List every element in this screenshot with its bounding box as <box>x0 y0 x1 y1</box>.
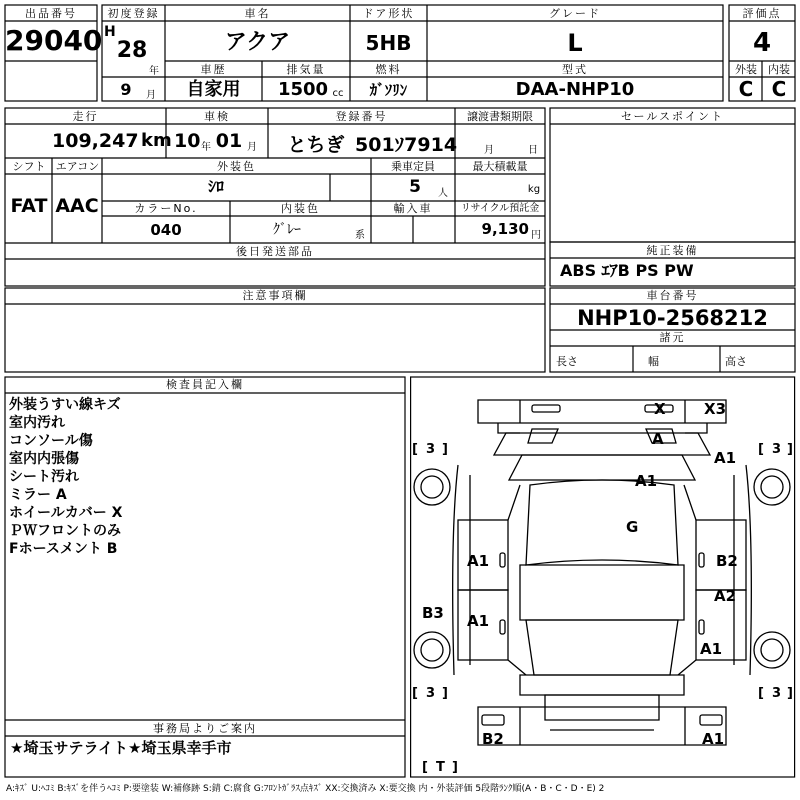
mileage: 109,247 <box>52 130 139 152</box>
tire-front-left: 3 <box>426 442 436 457</box>
mark-right-front-door: B2 <box>716 552 738 570</box>
mark-front-bumper-x: X <box>654 400 666 418</box>
max-load-label: 最大積載量 <box>457 160 543 173</box>
shift: FAT <box>10 195 48 217</box>
bracket-close: ] <box>442 442 448 457</box>
mileage-label: 走行 <box>7 110 164 123</box>
aircon: AAC <box>55 195 99 217</box>
height-label: 高さ <box>725 355 747 368</box>
reg-month: 9 <box>120 80 132 99</box>
note-item: 室内汚れ <box>9 415 65 431</box>
mark-front-right-fender: A1 <box>714 449 737 467</box>
sales-point-label: セールスポイント <box>552 110 793 123</box>
tire-rear-left: 3 <box>426 686 436 701</box>
note-item: シート汚れ <box>9 469 79 485</box>
width-label: 幅 <box>648 355 659 368</box>
mark-rear-bumper-left: B2 <box>482 730 504 748</box>
spare-tire: T <box>436 760 445 775</box>
mark-hood: A1 <box>635 472 658 490</box>
inspection-label: 車検 <box>168 110 266 123</box>
lot-number: 29040 <box>5 24 103 57</box>
month-unit: 月 <box>146 90 156 101</box>
plate-label: 登録番号 <box>270 110 453 123</box>
bracket-open: [ <box>412 686 418 701</box>
caution-label: 注意事項欄 <box>7 289 543 302</box>
max-load-unit: kg <box>527 184 541 195</box>
grade: L <box>567 29 583 57</box>
mark-windshield: A <box>652 430 664 448</box>
windshield-outline <box>509 455 695 480</box>
front-bumper-outline <box>478 400 726 423</box>
color-no: 040 <box>150 221 182 239</box>
inspection-month: 01 <box>215 130 243 152</box>
color-no-label: カラーNo. <box>104 202 228 215</box>
score: 4 <box>752 28 772 58</box>
equipment-label: 純正装備 <box>552 244 793 257</box>
inspection-year-unit: 年 <box>201 142 211 153</box>
history-label: 車歴 <box>167 63 260 76</box>
inspection-month-unit: 月 <box>247 142 257 153</box>
mark-roof: G <box>626 518 639 536</box>
note-item: 室内内張傷 <box>9 451 79 467</box>
mark-left-front-door: A1 <box>467 552 490 570</box>
legend: A:ｷｽﾞ U:ﾍｺﾐ B:ｷｽﾞを伴うﾍｺﾐ P:要塗装 W:補修跡 S:錆 C:腐食 G:ﾌﾛﾝﾄｶﾞﾗｽ点ｷｽﾞ XX:交換済み X:要交換 内・外装評価 5段階ﾗﾝｸ順(A・B・C・D・E) 2 <box>6 784 605 794</box>
score-label: 評価点 <box>731 7 793 20</box>
length-label: 長さ <box>556 355 578 368</box>
int-color-unit: 系 <box>355 230 365 241</box>
note-item: Fホースメント B <box>9 541 118 557</box>
mark-left-rear-door: A1 <box>467 612 490 630</box>
lot-label: 出品番号 <box>7 7 95 20</box>
displacement-label: 排気量 <box>264 63 348 76</box>
bracket-close: ] <box>787 442 793 457</box>
model-code: DAA-NHP10 <box>515 79 635 100</box>
door-label: ドア形状 <box>352 7 425 20</box>
capacity-unit: 人 <box>438 188 448 199</box>
note-item: ミラー A <box>9 487 67 503</box>
inspection-year: 10 <box>174 130 201 152</box>
recycle-unit: 円 <box>531 230 541 241</box>
chassis-number: NHP10-2568212 <box>577 306 768 330</box>
capacity: 5 <box>409 177 421 197</box>
recycle-label: リサイクル預託金 <box>457 202 543 215</box>
equipment: ABS ｴｱB PS PW <box>560 261 694 280</box>
note-item: 外装うすい線キズ <box>9 397 121 413</box>
later-parts-label: 後日発送部品 <box>7 245 543 258</box>
transfer-doc-label: 譲渡書類期限 <box>457 110 543 123</box>
bracket-close: ] <box>787 686 793 701</box>
fuel: ｶﾞｿﾘﾝ <box>369 81 408 99</box>
displacement-unit: cc <box>332 88 344 99</box>
chassis-label: 車台番号 <box>552 289 793 302</box>
office-notice: ★埼玉サテライト★埼玉県幸手市 <box>10 739 232 757</box>
rear-window-outline <box>526 620 678 675</box>
exterior-label: 外装 <box>731 63 761 76</box>
tire-front-right: 3 <box>772 442 782 457</box>
mark-right-rear-door: A2 <box>714 587 737 605</box>
bracket-close: ] <box>442 686 448 701</box>
fuel-label: 燃料 <box>352 63 425 76</box>
car-name-label: 車名 <box>167 7 348 20</box>
interior-grade: C <box>771 77 787 101</box>
spec-label: 諸元 <box>552 331 793 344</box>
bracket-open: [ <box>758 686 764 701</box>
office-label: 事務局よりご案内 <box>7 722 403 735</box>
history: 自家用 <box>186 79 241 100</box>
inspector-notes <box>9 396 399 558</box>
ext-color-label: 外装色 <box>104 160 369 173</box>
recycle-fee: 9,130 <box>481 220 529 238</box>
mileage-unit: km <box>141 130 172 151</box>
capacity-label: 乗車定員 <box>373 160 453 173</box>
mark-left-side: B3 <box>422 604 444 622</box>
era: H <box>104 24 116 40</box>
note-item: コンソール傷 <box>9 433 93 449</box>
bracket-open: [ <box>422 760 428 775</box>
note-item: ＰＷフロントのみ <box>9 523 121 539</box>
bracket-open: [ <box>758 442 764 457</box>
int-color-label: 内装色 <box>232 202 369 215</box>
door-type: 5HB <box>365 31 412 55</box>
tire-front-left-bracket: [ <box>412 442 418 457</box>
exterior-grade: C <box>738 77 754 101</box>
mark-rear-right-fender: A1 <box>700 640 723 658</box>
grade-label: グレード <box>429 7 721 20</box>
hood-outline <box>494 433 710 455</box>
plate-prefecture: とちぎ <box>287 134 345 156</box>
bracket-close: ] <box>452 760 458 775</box>
model-label: 型式 <box>429 63 721 76</box>
roof-outline <box>526 480 678 565</box>
inspector-label: 検査員記入欄 <box>7 378 403 391</box>
plate-number: 501ｿ7914 <box>355 134 458 156</box>
mark-rear-bumper-right: A1 <box>702 730 725 748</box>
car-condition-diagram <box>410 375 795 780</box>
rear-bumper-outline <box>478 707 726 745</box>
aircon-label: エアコン <box>55 160 100 173</box>
transfer-month: 月 <box>484 145 494 156</box>
transfer-day: 日 <box>528 145 538 156</box>
interior-label: 内装 <box>764 63 794 76</box>
shift-label: シフト <box>7 160 51 173</box>
tire-rear-right: 3 <box>772 686 782 701</box>
mark-front-bumper-x3: X3 <box>704 400 727 418</box>
first-reg-label: 初度登録 <box>104 7 163 20</box>
reg-year: 28 <box>116 38 148 63</box>
displacement: 1500 <box>277 79 329 100</box>
year-unit: 年 <box>149 66 159 77</box>
ext-color: ｼﾛ <box>207 177 224 196</box>
int-color: ｸﾞﾚｰ <box>273 222 301 238</box>
car-name: アクア <box>224 30 291 55</box>
note-item: ホイールカバー X <box>9 505 123 521</box>
import-label: 輸入車 <box>373 202 453 215</box>
